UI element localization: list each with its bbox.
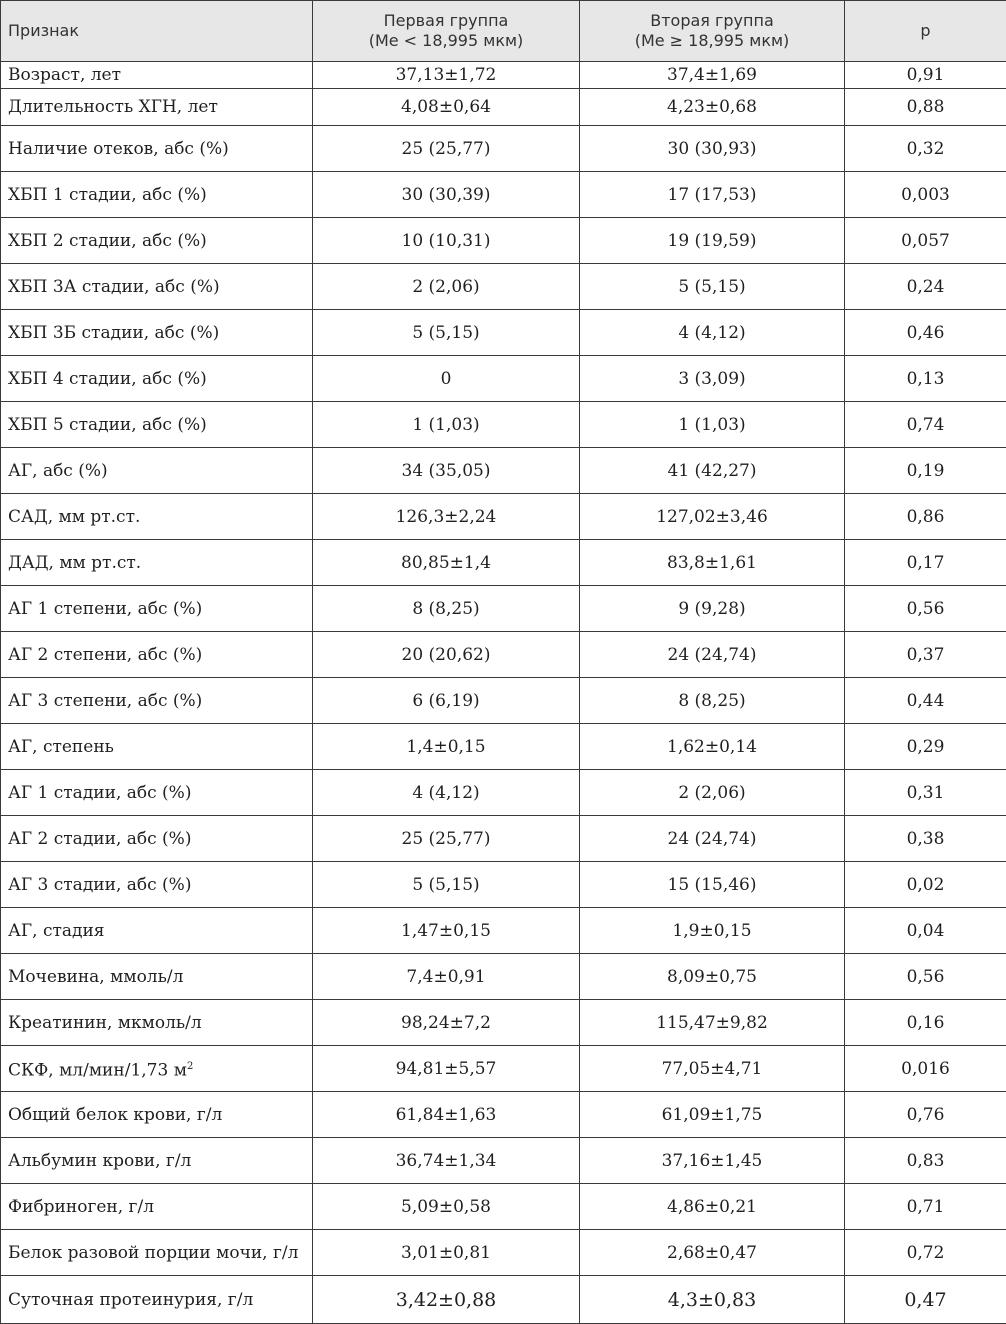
p-value: 0,44	[845, 678, 1006, 724]
group-1-value: 36,74±1,34	[313, 1138, 580, 1184]
header-p-value: p	[845, 1, 1006, 62]
group-1-value: 25 (25,77)	[313, 816, 580, 862]
p-value: 0,13	[845, 356, 1006, 402]
p-value: 0,72	[845, 1230, 1006, 1276]
row-label-text: ХБП 5 стадии, абс (%)	[8, 414, 207, 435]
row-label	[1, 954, 313, 1000]
table-row	[1, 494, 1006, 540]
row-label	[1, 62, 313, 89]
group-1-value: 94,81±5,57	[313, 1046, 580, 1092]
p-value: 0,46	[845, 310, 1006, 356]
row-label	[1, 264, 313, 310]
row-label-text: АГ, стадия	[8, 920, 105, 941]
p-value: 0,76	[845, 1092, 1006, 1138]
group-1-value: 37,13±1,72	[313, 62, 580, 89]
row-label-text: АГ 2 стадии, абс (%)	[8, 828, 192, 849]
table-row	[1, 908, 1006, 954]
row-label	[1, 1230, 313, 1276]
table-row	[1, 770, 1006, 816]
group-2-value: 9 (9,28)	[580, 586, 845, 632]
p-value: 0,91	[845, 62, 1006, 89]
row-label-text: Креатинин, мкмоль/л	[8, 1012, 202, 1033]
group-2-value: 3 (3,09)	[580, 356, 845, 402]
row-label-text: Мочевина, ммоль/л	[8, 966, 184, 987]
group-2-value: 30 (30,93)	[580, 126, 845, 172]
group-2-value: 127,02±3,46	[580, 494, 845, 540]
group-1-value: 7,4±0,91	[313, 954, 580, 1000]
table-row	[1, 310, 1006, 356]
p-value: 0,24	[845, 264, 1006, 310]
row-label	[1, 1276, 313, 1324]
header-feature: Признак	[1, 1, 313, 62]
p-value: 0,37	[845, 632, 1006, 678]
row-label-superscript: 2	[186, 1060, 194, 1072]
group-1-value: 4,08±0,64	[313, 89, 580, 126]
row-label-text: АГ 2 степени, абс (%)	[8, 644, 203, 665]
row-label-text: Общий белок крови, г/л	[8, 1104, 223, 1125]
row-label	[1, 1138, 313, 1184]
p-value: 0,86	[845, 494, 1006, 540]
group-2-value: 83,8±1,61	[580, 540, 845, 586]
table-row	[1, 356, 1006, 402]
table-row	[1, 264, 1006, 310]
table-row	[1, 862, 1006, 908]
group-1-value: 2 (2,06)	[313, 264, 580, 310]
row-label-text: АГ 3 стадии, абс (%)	[8, 874, 192, 895]
table-row	[1, 540, 1006, 586]
row-label	[1, 724, 313, 770]
row-label	[1, 448, 313, 494]
row-label-text: Наличие отеков, абс (%)	[8, 138, 229, 159]
group-1-value: 25 (25,77)	[313, 126, 580, 172]
row-label-text: САД, мм рт.ст.	[8, 506, 141, 527]
row-label-text: СКФ, мл/мин/1,73 м	[8, 1060, 187, 1081]
group-1-value: 34 (35,05)	[313, 448, 580, 494]
table-row	[1, 1046, 1006, 1092]
group-1-value: 0	[313, 356, 580, 402]
group-1-value: 61,84±1,63	[313, 1092, 580, 1138]
row-label	[1, 310, 313, 356]
p-value: 0,17	[845, 540, 1006, 586]
p-value: 0,71	[845, 1184, 1006, 1230]
group-1-value: 8 (8,25)	[313, 586, 580, 632]
group-1-value: 4 (4,12)	[313, 770, 580, 816]
table-row	[1, 1276, 1006, 1324]
header-group-1-title: Первая группа	[383, 11, 509, 30]
table-row	[1, 678, 1006, 724]
group-2-value: 24 (24,74)	[580, 816, 845, 862]
group-2-value: 61,09±1,75	[580, 1092, 845, 1138]
table-row	[1, 126, 1006, 172]
row-label	[1, 908, 313, 954]
group-1-value: 5 (5,15)	[313, 862, 580, 908]
table-row	[1, 816, 1006, 862]
group-1-value: 126,3±2,24	[313, 494, 580, 540]
row-label-text: АГ 1 стадии, абс (%)	[8, 782, 192, 803]
table-row	[1, 1184, 1006, 1230]
header-group-1-condition: (Me < 18,995 мкм)	[368, 31, 524, 50]
row-label	[1, 218, 313, 264]
row-label-text: АГ, абс (%)	[8, 460, 108, 481]
group-2-value: 77,05±4,71	[580, 1046, 845, 1092]
table-row	[1, 218, 1006, 264]
p-value: 0,83	[845, 1138, 1006, 1184]
row-label	[1, 632, 313, 678]
table-row	[1, 632, 1006, 678]
group-2-value: 19 (19,59)	[580, 218, 845, 264]
group-1-value: 3,42±0,88	[313, 1276, 580, 1324]
row-label	[1, 402, 313, 448]
row-label	[1, 678, 313, 724]
row-label-text: Возраст, лет	[8, 65, 122, 85]
row-label-text: ХБП 4 стадии, абс (%)	[8, 368, 207, 389]
group-1-value: 1 (1,03)	[313, 402, 580, 448]
row-label-text: Альбумин крови, г/л	[8, 1150, 192, 1171]
row-label-text: АГ, степень	[8, 736, 114, 757]
group-2-value: 4 (4,12)	[580, 310, 845, 356]
group-1-value: 20 (20,62)	[313, 632, 580, 678]
p-value: 0,38	[845, 816, 1006, 862]
group-2-value: 1 (1,03)	[580, 402, 845, 448]
row-label-text: ХБП 1 стадии, абс (%)	[8, 184, 207, 205]
group-2-value: 24 (24,74)	[580, 632, 845, 678]
p-value: 0,47	[845, 1276, 1006, 1324]
row-label	[1, 172, 313, 218]
header-group-2-condition: (Me ≥ 18,995 мкм)	[634, 31, 790, 50]
group-2-value: 37,16±1,45	[580, 1138, 845, 1184]
row-label-text: Белок разовой порции мочи, г/л	[8, 1242, 299, 1263]
table-row	[1, 448, 1006, 494]
p-value: 0,74	[845, 402, 1006, 448]
row-label	[1, 494, 313, 540]
p-value: 0,88	[845, 89, 1006, 126]
group-2-value: 17 (17,53)	[580, 172, 845, 218]
row-label	[1, 816, 313, 862]
group-1-value: 5 (5,15)	[313, 310, 580, 356]
row-label-text: ХБП 3Б стадии, абс (%)	[8, 322, 220, 343]
table-header	[1, 1, 1006, 62]
p-value: 0,19	[845, 448, 1006, 494]
group-2-value: 4,86±0,21	[580, 1184, 845, 1230]
row-label-text: Фибриноген, г/л	[8, 1196, 154, 1217]
table-row	[1, 724, 1006, 770]
p-value: 0,56	[845, 954, 1006, 1000]
p-value: 0,16	[845, 1000, 1006, 1046]
group-1-value: 3,01±0,81	[313, 1230, 580, 1276]
group-2-value: 2 (2,06)	[580, 770, 845, 816]
table-row	[1, 1230, 1006, 1276]
row-label	[1, 89, 313, 126]
row-label	[1, 126, 313, 172]
group-2-value: 5 (5,15)	[580, 264, 845, 310]
row-label-text: ХБП 2 стадии, абс (%)	[8, 230, 207, 251]
group-1-value: 1,47±0,15	[313, 908, 580, 954]
row-label	[1, 862, 313, 908]
group-1-value: 80,85±1,4	[313, 540, 580, 586]
table-row	[1, 89, 1006, 126]
group-2-value: 2,68±0,47	[580, 1230, 845, 1276]
p-value: 0,003	[845, 172, 1006, 218]
p-value: 0,29	[845, 724, 1006, 770]
row-label	[1, 540, 313, 586]
row-label	[1, 1046, 313, 1092]
group-2-value: 41 (42,27)	[580, 448, 845, 494]
table-row	[1, 954, 1006, 1000]
table-row	[1, 62, 1006, 89]
header-row	[1, 1, 1006, 62]
p-value: 0,56	[845, 586, 1006, 632]
row-label	[1, 586, 313, 632]
row-label-text: ХБП 3А стадии, абс (%)	[8, 276, 220, 297]
group-2-value: 4,23±0,68	[580, 89, 845, 126]
table-row	[1, 1000, 1006, 1046]
p-value: 0,31	[845, 770, 1006, 816]
p-value: 0,04	[845, 908, 1006, 954]
row-label-text: АГ 1 степени, абс (%)	[8, 598, 203, 619]
row-label	[1, 1000, 313, 1046]
row-label	[1, 770, 313, 816]
group-2-value: 4,3±0,83	[580, 1276, 845, 1324]
table-row	[1, 1138, 1006, 1184]
table-row	[1, 1092, 1006, 1138]
row-label-text: ДАД, мм рт.ст.	[8, 552, 142, 573]
header-group-1	[313, 1, 580, 62]
group-1-value: 5,09±0,58	[313, 1184, 580, 1230]
p-value: 0,32	[845, 126, 1006, 172]
group-2-value: 1,62±0,14	[580, 724, 845, 770]
header-group-2	[580, 1, 845, 62]
group-2-value: 8 (8,25)	[580, 678, 845, 724]
row-label-text: Суточная протеинурия, г/л	[8, 1289, 254, 1310]
group-1-value: 1,4±0,15	[313, 724, 580, 770]
group-2-value: 1,9±0,15	[580, 908, 845, 954]
group-2-value: 15 (15,46)	[580, 862, 845, 908]
group-2-value: 8,09±0,75	[580, 954, 845, 1000]
group-1-value: 30 (30,39)	[313, 172, 580, 218]
header-group-2-title: Вторая группа	[650, 11, 774, 30]
group-1-value: 6 (6,19)	[313, 678, 580, 724]
table-row	[1, 586, 1006, 632]
group-2-value: 115,47±9,82	[580, 1000, 845, 1046]
table-row	[1, 402, 1006, 448]
row-label-text: Длительность ХГН, лет	[8, 97, 218, 117]
group-2-value: 37,4±1,69	[580, 62, 845, 89]
p-value: 0,016	[845, 1046, 1006, 1092]
table-row	[1, 172, 1006, 218]
row-label	[1, 1092, 313, 1138]
p-value: 0,057	[845, 218, 1006, 264]
group-1-value: 10 (10,31)	[313, 218, 580, 264]
row-label-text: АГ 3 степени, абс (%)	[8, 690, 203, 711]
p-value: 0,02	[845, 862, 1006, 908]
row-label	[1, 356, 313, 402]
table-body	[1, 62, 1006, 1324]
row-label	[1, 1184, 313, 1230]
group-1-value: 98,24±7,2	[313, 1000, 580, 1046]
